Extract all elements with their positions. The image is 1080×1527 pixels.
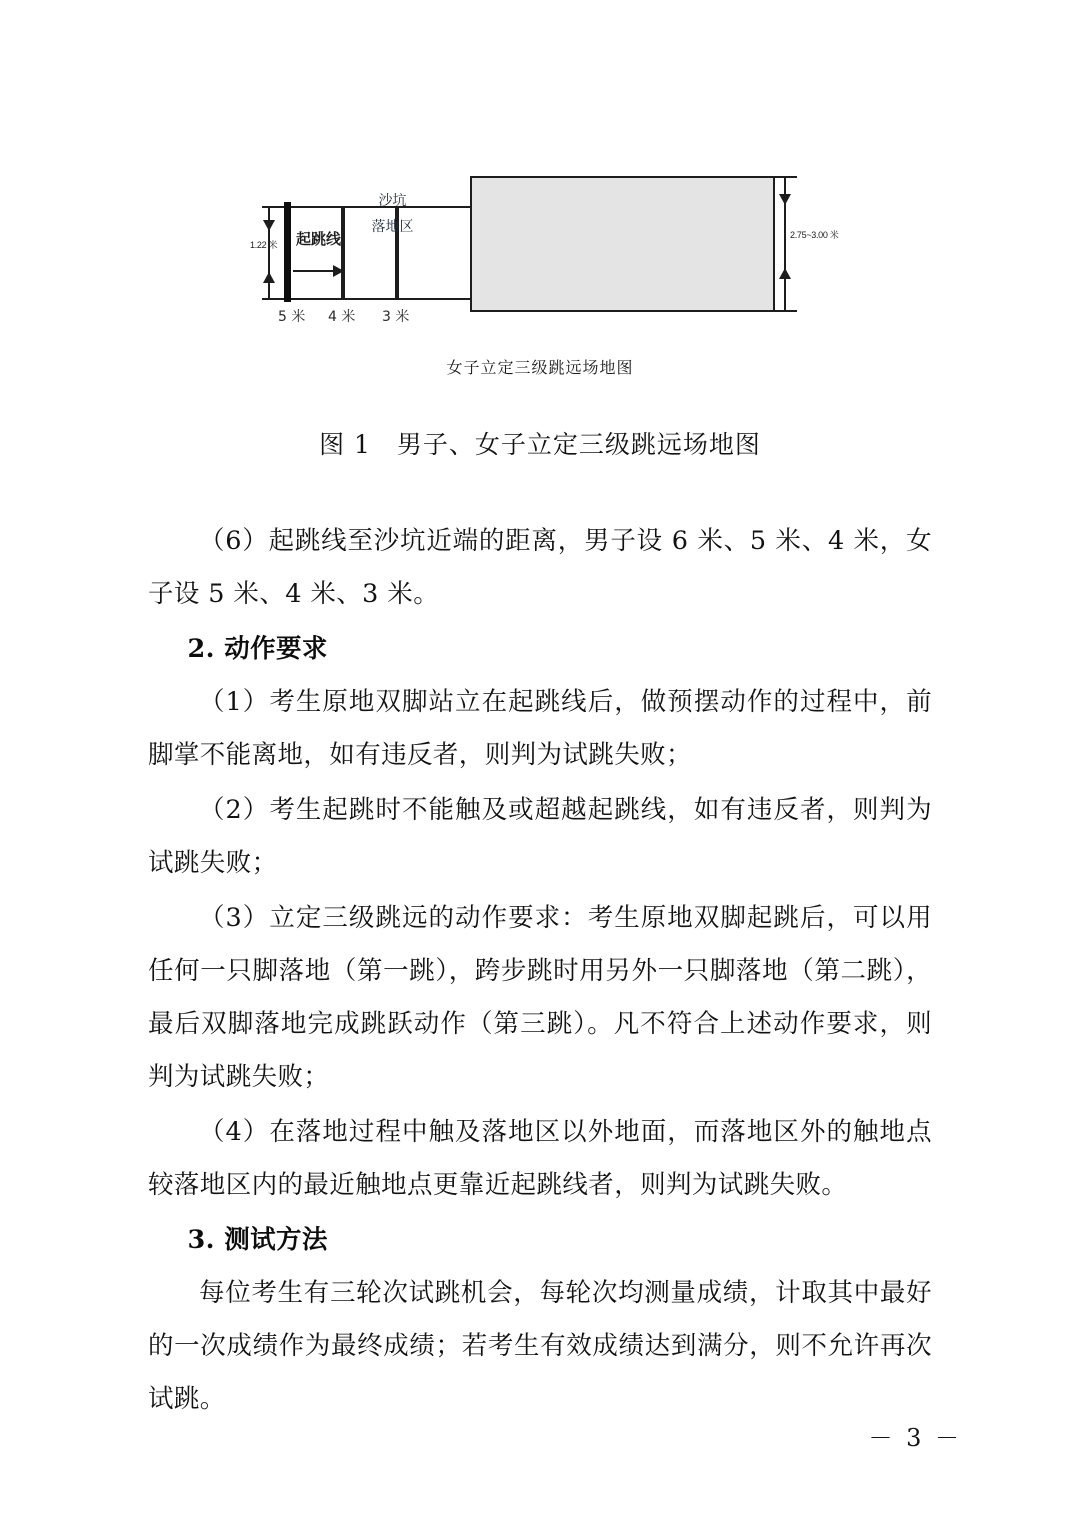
paragraph-item-2-3: （3）立定三级跳远的动作要求：考生原地双脚起跳后，可以用任何一只脚落地（第一跳），跨步跳时用另外一只脚落地（第二跳），最后双脚落地完成跳跃动作（第三跳）。凡不符合上述动作要求，则判为试跳失败；: [148, 903, 932, 1092]
sand-pit-label-line1: 沙坑: [378, 193, 407, 209]
takeoff-line-label: 起跳线: [296, 230, 342, 248]
left-dimension-label: 1.22 米: [250, 240, 278, 250]
paragraph-item-2-2: （2）考生起跳时不能触及或超越起跳线，如有违反者，则判为试跳失败；: [148, 795, 932, 878]
paragraph-item-6: （6）起跳线至沙坑近端的距离，男子设 6 米、5 米、4 米，女子设 5 米、4 米、3 米。: [148, 526, 932, 609]
figure-subcaption: 女子立定三级跳远场地图: [446, 358, 634, 377]
paragraph-item-2-4: （4）在落地过程中触及落地区以外地面，而落地区外的触地点较落地区内的最近触地点更靠近起跳线者，则判为试跳失败。: [148, 1117, 932, 1200]
page-number: － 3 －: [868, 1424, 962, 1452]
right-dimension-label: 2.75~3.00 米: [790, 230, 839, 240]
arrow-up-icon: [263, 272, 275, 283]
heading-action-requirements: 2. 动作要求: [187, 634, 328, 664]
field-diagram: [240, 150, 840, 335]
heading-test-method: 3. 测试方法: [187, 1225, 328, 1255]
paragraph-item-2-1: （1）考生原地双脚站立在起跳线后，做预摆动作的过程中，前脚掌不能离地，如有违反者，则判为试跳失败；: [148, 687, 932, 770]
segment-label-3: 3 米: [382, 309, 410, 325]
right-dimension-rail-bottom: [775, 310, 797, 312]
sand-pit-label-line2: 落地区: [371, 219, 414, 235]
arrow-up-icon: [779, 268, 791, 279]
right-dimension-rail-top: [775, 176, 797, 178]
runway-bottom-rail: [262, 298, 494, 300]
segment-label-2: 4 米: [328, 309, 356, 325]
arrow-down-icon: [779, 194, 791, 205]
paragraph-item-3-1: 每位考生有三轮次试跳机会，每轮次均测量成绩，计取其中最好的一次成绩作为最终成绩；若考生有效成绩达到满分，则不允许再次试跳。: [148, 1278, 932, 1414]
figure-title: 图 1 男子、女子立定三级跳远场地图: [319, 430, 761, 459]
segment-label-1: 5 米: [278, 309, 306, 325]
takeoff-pointer-shaft: [293, 270, 335, 272]
document-body: [148, 515, 932, 1428]
sand-pit-label: [240, 188, 545, 240]
figure-long-jump-field: [0, 150, 1080, 400]
